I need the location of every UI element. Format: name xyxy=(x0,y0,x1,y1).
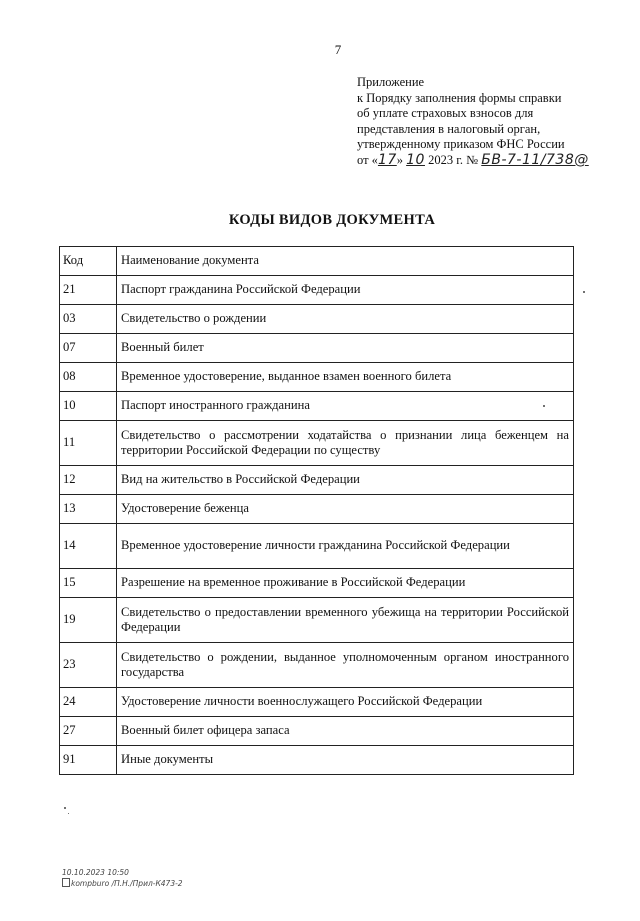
row-name: Вид на жительство в Российской Федерации xyxy=(117,466,574,495)
table-row xyxy=(60,363,574,392)
appendix-line-1: Приложение xyxy=(357,75,425,89)
table-row xyxy=(60,392,574,421)
row-code: 91 xyxy=(60,746,117,775)
header-name: Наименование документа xyxy=(117,247,574,276)
table-row xyxy=(60,598,574,643)
scan-speck xyxy=(543,405,545,407)
table-row xyxy=(60,643,574,688)
scan-speck xyxy=(64,807,66,809)
appendix-date-line xyxy=(357,153,627,169)
table-row xyxy=(60,569,574,598)
date-mid: » xyxy=(396,152,404,167)
row-code: 24 xyxy=(60,688,117,717)
appendix-line-4: представления в налоговый орган, xyxy=(357,121,541,136)
date-day: 17 xyxy=(377,151,397,168)
row-name: Военный билет офицера запаса xyxy=(117,717,574,746)
row-code: 10 xyxy=(60,392,117,421)
row-code: 12 xyxy=(60,466,117,495)
row-code: 23 xyxy=(60,643,117,688)
row-name: Паспорт иностранного гражданина xyxy=(117,392,574,421)
table-header-row xyxy=(60,247,574,276)
table-row xyxy=(60,524,574,569)
scan-speck xyxy=(68,813,69,814)
row-code: 08 xyxy=(60,363,117,392)
table-row xyxy=(60,746,574,775)
row-code: 27 xyxy=(60,717,117,746)
table-row xyxy=(60,717,574,746)
appendix-line-2: к Порядку заполнения формы справки xyxy=(357,90,562,105)
row-name: Временное удостоверение, выданное взамен военного билета xyxy=(117,363,574,392)
row-code: 11 xyxy=(60,421,117,466)
row-name: Удостоверение беженца xyxy=(117,495,574,524)
codes-table xyxy=(59,246,574,775)
row-name: Свидетельство о рождении, выданное уполномоченным органом иностранного государства xyxy=(117,643,574,688)
row-code: 15 xyxy=(60,569,117,598)
row-name: Временное удостоверение личности гражданина Российской Федерации xyxy=(117,524,574,569)
row-name: Свидетельство о предоставлении временного убежища на территории Российской Федерации xyxy=(117,598,574,643)
row-name: Военный билет xyxy=(117,334,574,363)
row-code: 14 xyxy=(60,524,117,569)
row-name: Свидетельство о рассмотрении ходатайства о признании лица беженцем на территории Российской Федерации по существу xyxy=(117,421,574,466)
row-name: Удостоверение личности военнослужащего Российской Федерации xyxy=(117,688,574,717)
appendix-block xyxy=(357,75,627,169)
footer-path: kompburo /П.Н./Прил-К473-2 xyxy=(71,879,183,888)
row-code: 13 xyxy=(60,495,117,524)
document-icon xyxy=(62,878,70,887)
footer xyxy=(62,868,183,889)
table-row xyxy=(60,466,574,495)
date-month: 10 xyxy=(406,151,425,168)
row-name: Свидетельство о рождении xyxy=(117,305,574,334)
footer-path-line xyxy=(62,878,183,889)
header-code: Код xyxy=(60,247,117,276)
date-prefix: от « xyxy=(357,152,378,167)
scan-speck xyxy=(583,291,585,293)
row-code: 07 xyxy=(60,334,117,363)
appendix-line-5: утвержденному приказом ФНС России xyxy=(357,137,565,152)
table-row xyxy=(60,305,574,334)
page-number: 7 xyxy=(334,42,342,57)
table-row xyxy=(60,421,574,466)
table-row xyxy=(60,276,574,305)
table-row xyxy=(60,495,574,524)
row-code: 21 xyxy=(60,276,117,305)
table-row xyxy=(60,334,574,363)
order-number: БВ-7-11/738@ xyxy=(481,151,589,168)
footer-timestamp: 10.10.2023 10:50 xyxy=(62,868,129,877)
row-code: 19 xyxy=(60,598,117,643)
row-name: Иные документы xyxy=(117,746,574,775)
row-code: 03 xyxy=(60,305,117,334)
appendix-line-3: об уплате страховых взносов для xyxy=(357,106,534,121)
table-row xyxy=(60,688,574,717)
date-year: 2023 г. № xyxy=(428,152,479,167)
row-name: Паспорт гражданина Российской Федерации xyxy=(117,276,574,305)
row-name: Разрешение на временное проживание в Российской Федерации xyxy=(117,569,574,598)
document-title: КОДЫ ВИДОВ ДОКУМЕНТА xyxy=(228,212,436,228)
